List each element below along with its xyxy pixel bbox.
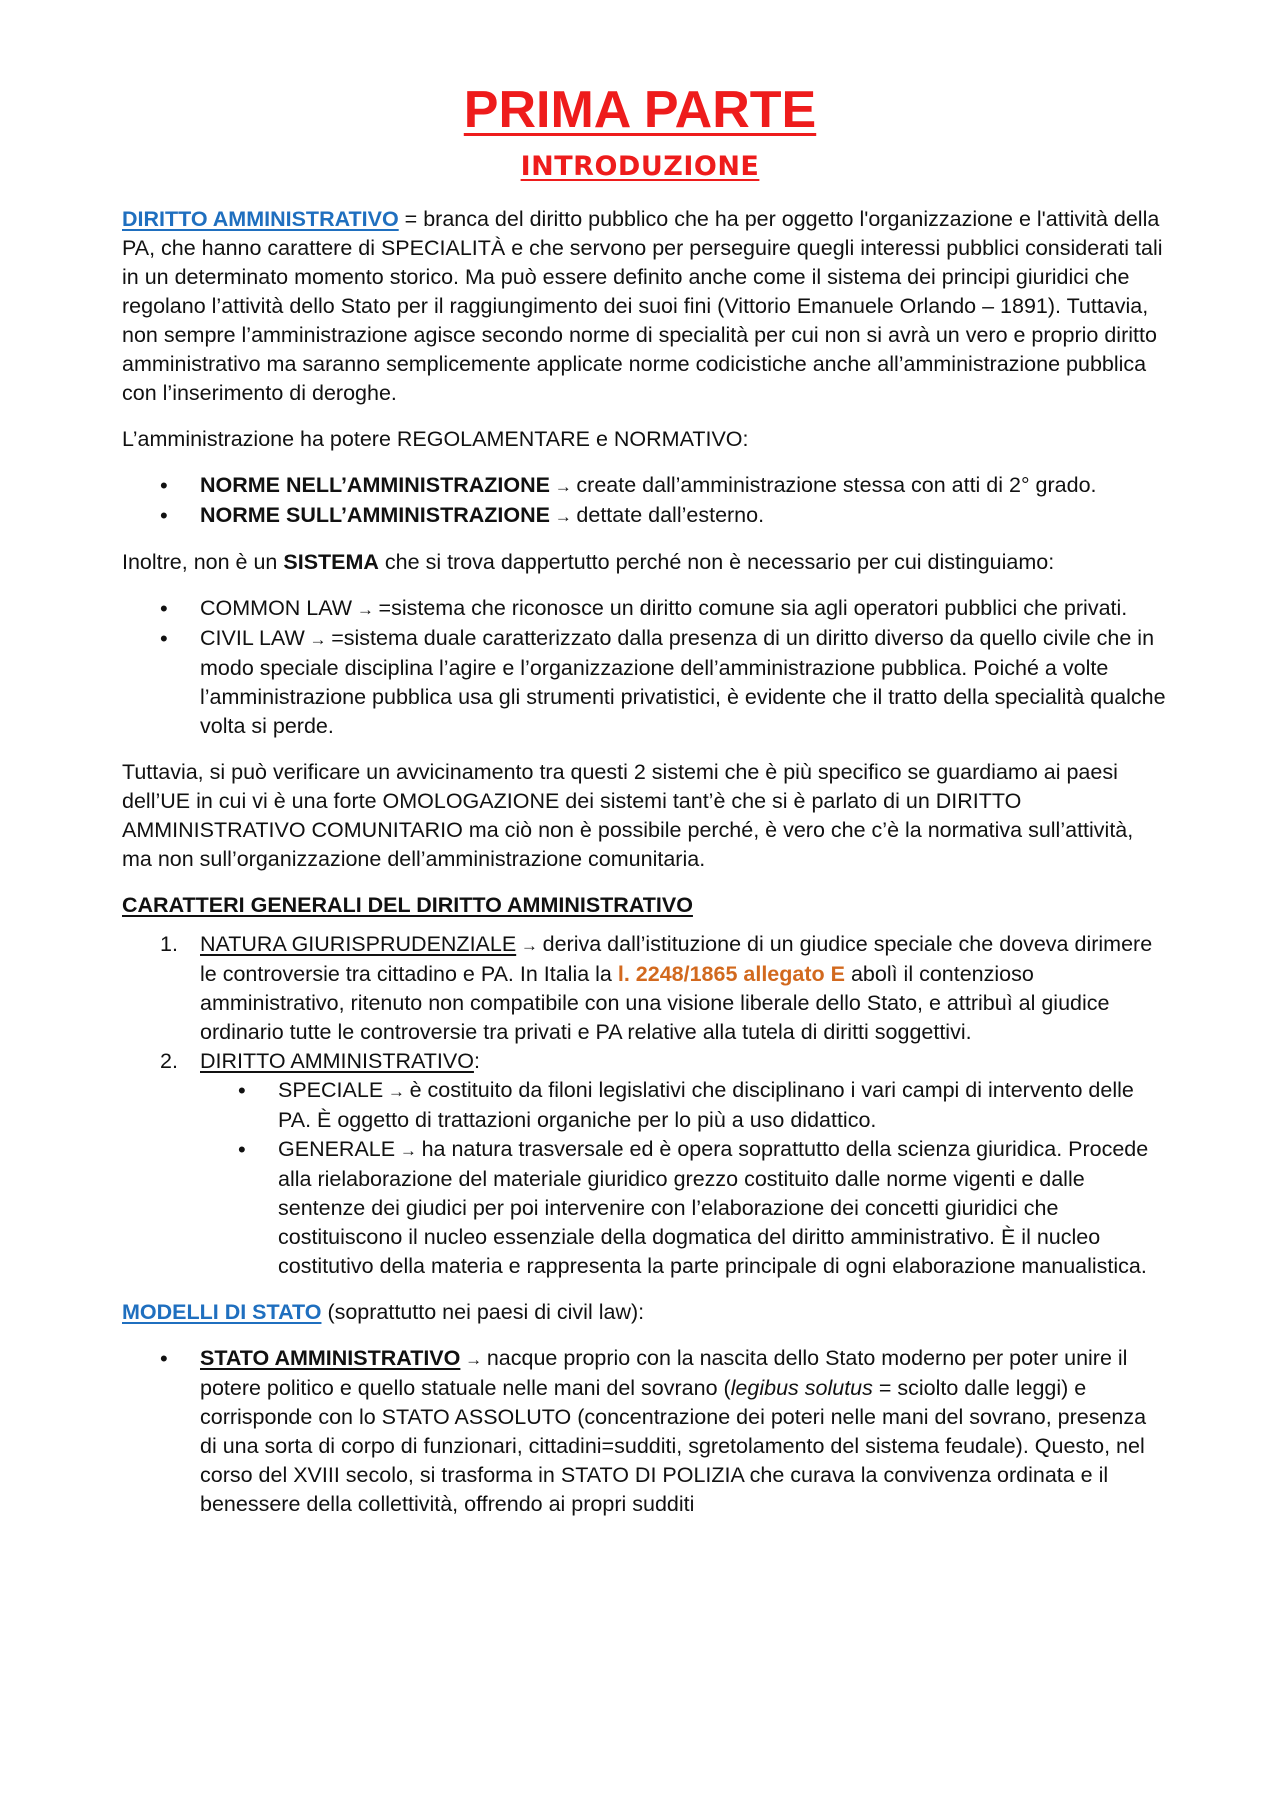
arrow-icon: → bbox=[460, 1350, 487, 1369]
arrow-icon: → bbox=[549, 477, 577, 496]
item-label: NORME NELL’AMMINISTRAZIONE bbox=[200, 473, 550, 497]
item-text: =sistema duale caratterizzato dalla presenza di un diritto diverso da quello civile che in modo speciale disciplina l’agire e l’organizzazione dell’amministrazione pubblica. Poiché a volte l’amministrazione pubblica usa gli strumenti privatistici, è evidente che il tratto della specialità qualche volta si perde. bbox=[200, 626, 1166, 738]
sistema-paragraph bbox=[122, 548, 1167, 577]
sistema-pre: Inoltre, non è un bbox=[122, 550, 284, 574]
item-label: DIRITTO AMMINISTRATIVO bbox=[200, 1049, 474, 1073]
modelli-paragraph bbox=[122, 1298, 1167, 1327]
intro-text: = branca del diritto pubblico che ha per oggetto l'organizzazione e l'attività della PA, che hanno carattere di SPECIALITÀ e che servono per perseguire quegli interessi pubblici considerati tali in un determinato momento storico. Ma può essere definito anche come il sistema dei principi giuridici che regolano l’attività dello Stato per il raggiungimento dei suoi fini (Vittorio Emanuele Orlando – 1891). Tuttavia, non sempre l’amministrazione agisce secondo norme di specialità per cui non si avrà un vero e proprio diritto amministrativo ma saranno semplicemente applicate norme codicistiche anche all’amministrazione pubblica con l’inserimento di deroghe. bbox=[122, 207, 1163, 405]
list-item bbox=[122, 594, 1167, 624]
item-text: abolì il contenzioso amministrativo, ritenuto non compatibile con una visione liberale dello Stato, e attribuì al giudice ordinario tutte le controversie tra privati e PA relative alla tutela di diritti soggettivi. bbox=[200, 962, 1110, 1044]
list-item bbox=[122, 1344, 1167, 1519]
item-label: COMMON LAW bbox=[200, 596, 353, 620]
sistema-bold: SISTEMA bbox=[283, 550, 379, 574]
law-reference: l. 2248/1865 allegato E bbox=[617, 962, 845, 986]
list-number: 2. bbox=[160, 1049, 178, 1073]
caratteri-list bbox=[122, 930, 1167, 1281]
sub-list bbox=[200, 1076, 1167, 1281]
item-text: nacque proprio con la nascita dello Stato moderno per poter unire il potere politico e quello statuale nelle mani del sovrano ( bbox=[200, 1346, 1128, 1400]
item-text: =sistema che riconosce un diritto comune sia agli operatori pubblici che privati. bbox=[378, 596, 1128, 620]
item-label: NORME SULL’AMMINISTRAZIONE bbox=[200, 503, 550, 527]
sistema-post: che si trova dappertutto perché non è necessario per cui distinguiamo: bbox=[378, 550, 1055, 574]
term-diritto-amministrativo: DIRITTO AMMINISTRATIVO bbox=[122, 207, 399, 231]
item-text: create dall’amministrazione stessa con atti di 2° grado. bbox=[576, 473, 1097, 497]
arrow-icon: → bbox=[352, 600, 379, 619]
section-heading-caratteri: CARATTERI GENERALI DEL DIRITTO AMMINISTRATIVO bbox=[122, 893, 693, 917]
list-item bbox=[200, 1076, 1167, 1135]
item-label: GENERALE bbox=[278, 1137, 396, 1161]
document-body bbox=[122, 205, 1167, 1536]
page-title: PRIMA PARTE bbox=[463, 81, 817, 139]
list-item bbox=[122, 501, 1167, 531]
page-subtitle: INTRODUZIONE bbox=[520, 151, 760, 182]
list-item bbox=[122, 1047, 1167, 1281]
item-text: deriva dall’istituzione di un giudice speciale che doveva dirimere le controversie tra cittadino e PA. In Italia la bbox=[200, 932, 1153, 986]
item-text: dettate dall’esterno. bbox=[576, 503, 765, 527]
arrow-icon: → bbox=[383, 1082, 410, 1101]
arrow-icon: → bbox=[549, 507, 577, 526]
item-label: SPECIALE bbox=[278, 1078, 384, 1102]
item-label: STATO AMMINISTRATIVO bbox=[200, 1346, 461, 1370]
arrow-icon: → bbox=[395, 1141, 422, 1160]
item-colon: : bbox=[473, 1049, 480, 1073]
list-item bbox=[122, 624, 1167, 741]
latin-term: legibus solutus bbox=[730, 1376, 873, 1400]
list-item bbox=[122, 930, 1167, 1047]
potere-paragraph: L’amministrazione ha potere REGOLAMENTARE e NORMATIVO: bbox=[122, 427, 749, 451]
item-text: ha natura trasversale ed è opera soprattutto della scienza giuridica. Procede alla rielaborazione del materiale giuridico grezzo costituito dalle norme vigenti e dalle sentenze dei giudici per poi intervenire con l’elaborazione dei concetti giuridici che costituiscono il nucleo essenziale della dogmatica del diritto amministrativo. È il nucleo costitutivo della materia e rappresenta la parte principale di ogni elaborazione manualistica. bbox=[278, 1137, 1149, 1278]
arrow-icon: → bbox=[304, 630, 332, 649]
avvicinamento-paragraph: Tuttavia, si può verificare un avvicinamento tra questi 2 sistemi che è più specifico se guardiamo ai paesi dell’UE in cui vi è una forte OMOLOGAZIONE dei sistemi tant’è che si è parlato di un DIRITTO AMMINISTRATIVO COMUNITARIO ma ciò non è possibile perché, è vero che c’è la normativa sull’attività, ma non sull’organizzazione dell’amministrazione comunitaria. bbox=[122, 760, 1134, 871]
arrow-icon: → bbox=[516, 936, 543, 955]
item-label: CIVIL LAW bbox=[200, 626, 305, 650]
term-modelli-di-stato: MODELLI DI STATO bbox=[122, 1300, 322, 1324]
modelli-text: (soprattutto nei paesi di civil law): bbox=[321, 1300, 645, 1324]
item-text: è costituito da filoni legislativi che disciplinano i vari campi di intervento delle PA. È oggetto di trattazioni organiche per lo più a uso didattico. bbox=[278, 1078, 1134, 1132]
list-item bbox=[200, 1135, 1167, 1281]
item-label: NATURA GIURISPRUDENZIALE bbox=[200, 932, 517, 956]
list-number: 1. bbox=[160, 932, 178, 956]
list-item bbox=[122, 471, 1167, 501]
norme-list bbox=[122, 471, 1167, 531]
item-text: = sciolto dalle leggi) e corrisponde con lo STATO ASSOLUTO (concentrazione dei poteri nelle mani del sovrano, presenza di una sorta di corpo di funzionari, cittadini=sudditi, sgretolamento del sistema feudale). Questo, nel corso del XVIII secolo, si trasforma in STATO DI POLIZIA che curava la convivenza ordinata e il benessere della collettività, offrendo ai propri sudditi bbox=[200, 1376, 1147, 1516]
intro-paragraph bbox=[122, 205, 1167, 408]
modelli-list bbox=[122, 1344, 1167, 1519]
sistemi-list bbox=[122, 594, 1167, 741]
